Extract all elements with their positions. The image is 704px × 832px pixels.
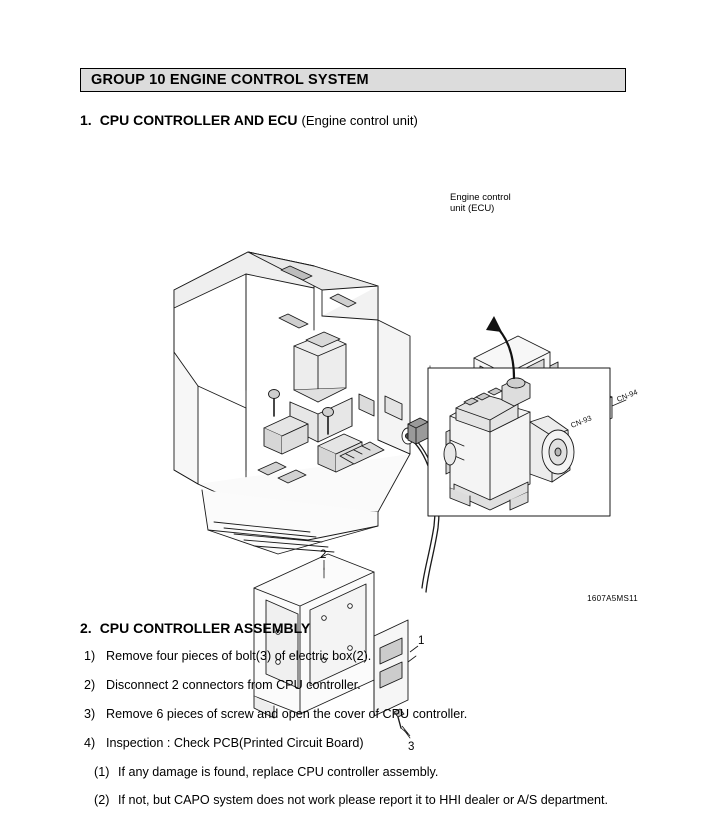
step-item [84, 706, 644, 722]
callout-2-text: 2 [320, 549, 327, 561]
section-1-heading [80, 112, 418, 130]
step-item [84, 648, 644, 664]
group-header-label: GROUP 10 ENGINE CONTROL SYSTEM [91, 72, 369, 88]
section-2-heading [80, 620, 310, 638]
section-2-title: CPU CONTROLLER ASSEMBLY [99, 620, 311, 636]
section-1-number: 1. [80, 112, 92, 128]
group-header-bar [80, 68, 626, 92]
ecu-label [450, 192, 511, 214]
step-marker: (2) [94, 793, 110, 807]
callout-1-text: 1 [418, 635, 425, 647]
step-marker: 3) [84, 707, 96, 721]
section-1-subtitle: (Engine control unit) [301, 113, 418, 128]
section-2-steps [84, 648, 644, 820]
step-item [84, 792, 644, 808]
step-text: Disconnect 2 connectors from CPU controller. [106, 678, 361, 692]
ecu-label-line1: Engine control [450, 192, 511, 203]
step-item [84, 735, 644, 751]
step-text: Remove four pieces of bolt(3) of electric box(2). [106, 649, 372, 663]
step-text: Remove 6 pieces of screw and open the cover of CPU controller. [106, 707, 468, 721]
section-2-number: 2. [80, 620, 92, 636]
drawing-code: 1607A5MS11 [587, 594, 638, 603]
step-marker: 2) [84, 678, 96, 692]
step-item [84, 764, 644, 780]
step-marker: 4) [84, 736, 96, 750]
step-text: Inspection : Check PCB(Printed Circuit Board) [106, 736, 364, 750]
step-text: If not, but CAPO system does not work please report it to HHI dealer or A/S department. [118, 793, 608, 807]
step-text: If any damage is found, replace CPU controller assembly. [118, 765, 439, 779]
step-marker: 1) [84, 649, 96, 663]
connector-cn94-label: CN-94 [615, 387, 639, 404]
callout-3-text: 3 [408, 741, 415, 753]
section-1-title: CPU CONTROLLER AND ECU [99, 112, 298, 128]
step-item [84, 677, 644, 693]
step-marker: (1) [94, 765, 110, 779]
connector-cn93-label: CN-93 [569, 413, 593, 430]
ecu-label-line2: unit (ECU) [450, 203, 495, 214]
